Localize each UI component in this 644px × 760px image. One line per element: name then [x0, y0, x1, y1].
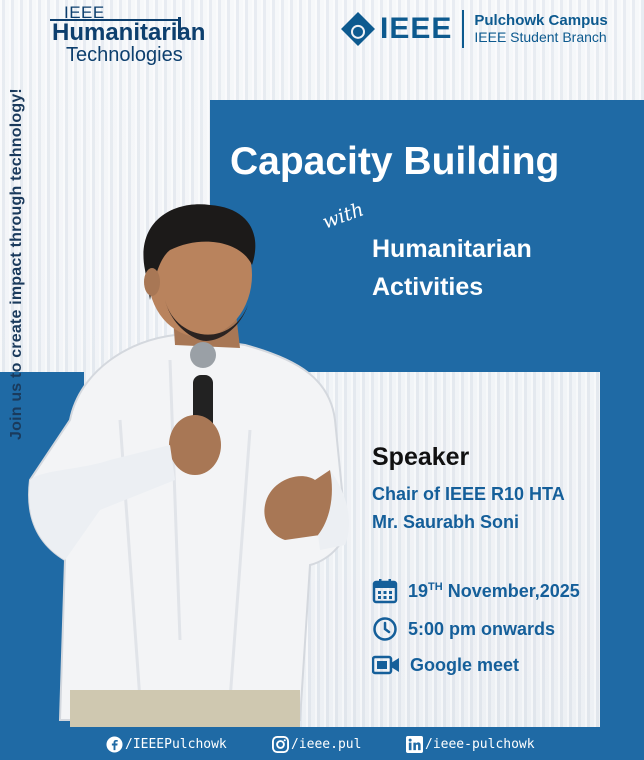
linkedin-link[interactable]: [406, 736, 535, 753]
ieee-campus-name: Pulchowk Campus: [474, 12, 608, 29]
instagram-icon: [272, 736, 289, 753]
calendar-icon: [372, 578, 398, 604]
event-time: [372, 616, 555, 642]
hta-logo-line1: IEEE: [64, 3, 105, 22]
ieee-branch-name: IEEE Student Branch: [474, 29, 607, 45]
event-date-text: [408, 581, 580, 602]
event-subtitle-line1: Humanitarian: [372, 235, 532, 263]
speaker-name: Mr. Saurabh Soni: [372, 512, 520, 532]
linkedin-icon: [406, 736, 423, 753]
event-platform-text: Google meet: [410, 654, 520, 675]
instagram-link[interactable]: [272, 736, 361, 753]
video-camera-icon: [372, 653, 400, 677]
event-subtitle-line2: Activities: [372, 273, 484, 301]
linkedin-handle: /ieee-pulchowk: [425, 737, 535, 752]
sidebar-tagline: Join us to create impact through technology!: [8, 88, 25, 440]
date-suffix: TH: [428, 580, 443, 593]
facebook-icon: [106, 736, 123, 753]
speaker-heading: Speaker: [372, 443, 470, 471]
facebook-link[interactable]: [106, 736, 227, 753]
event-platform: [372, 653, 519, 677]
event-time-text: 5:00 pm onwards: [408, 618, 556, 639]
date-rest: November,2025: [442, 580, 580, 601]
event-date: [372, 578, 580, 604]
clock-icon: [372, 616, 398, 642]
event-connector: with: [319, 198, 367, 234]
date-day: 19: [408, 580, 429, 601]
event-title: Capacity Building: [230, 140, 560, 183]
speaker-role: Chair of IEEE R10 HTA: [372, 484, 565, 504]
event-subtitle: [372, 230, 532, 306]
hta-logo-line3: Technologies: [66, 44, 183, 66]
hta-logo-line2: Humanitarian: [52, 19, 206, 46]
facebook-handle: /IEEEPulchowk: [125, 737, 227, 752]
instagram-handle: /ieee.pul: [291, 737, 362, 752]
ieee-wordmark: IEEE: [380, 12, 453, 45]
